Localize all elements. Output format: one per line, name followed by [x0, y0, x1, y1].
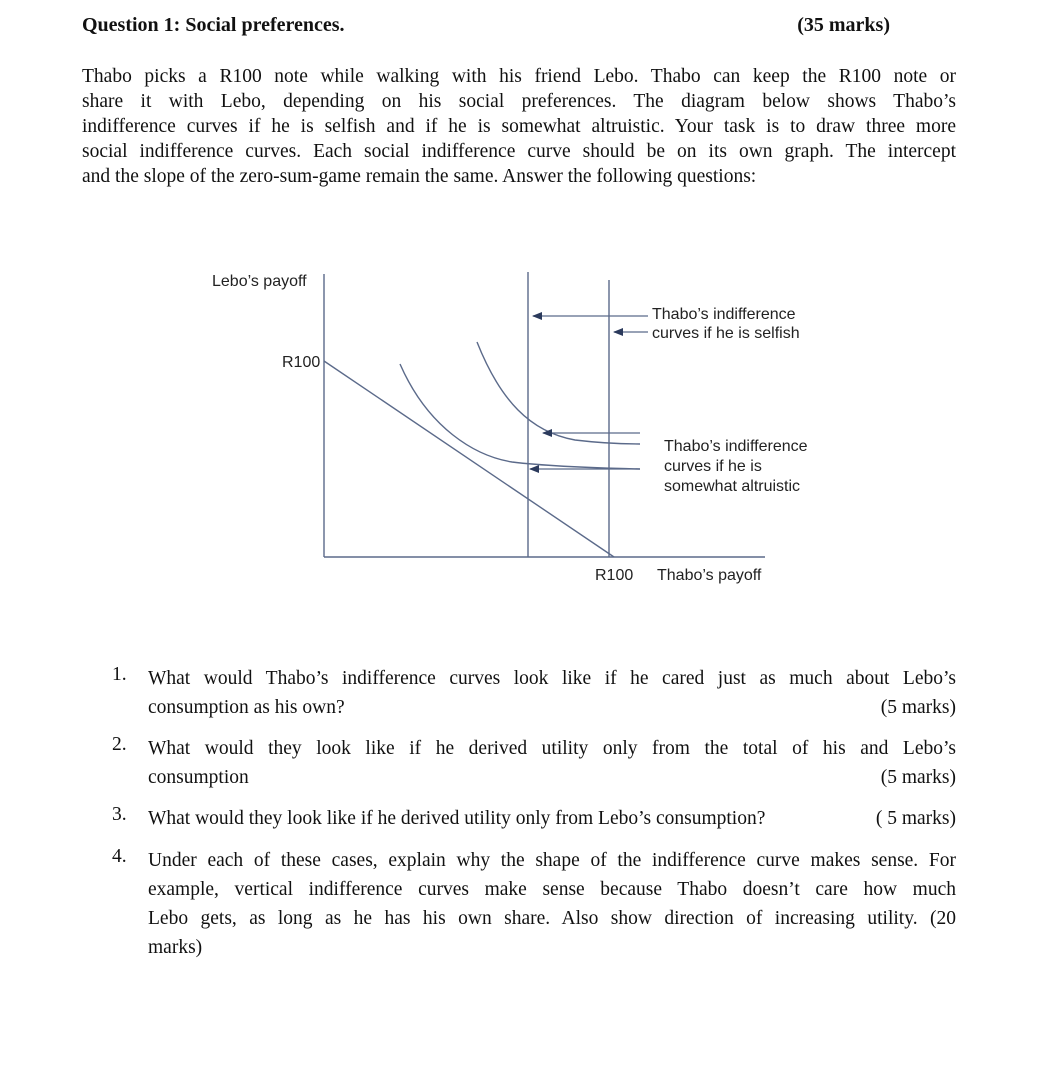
question-header [82, 14, 890, 44]
intro-line: share it with Lebo, depending on his social preferences. The diagram below shows Thabo’s [82, 91, 956, 112]
altruistic-indifference-curve [477, 342, 640, 444]
question-marks: (5 marks) [880, 767, 956, 788]
selfish-label-line: curves if he is selfish [652, 325, 800, 342]
question-marks: (5 marks) [880, 697, 956, 718]
question-line: marks) [148, 937, 203, 958]
selfish-curves-label [652, 305, 800, 343]
altruistic-indifference-curve [400, 364, 640, 469]
question-marks: ( 5 marks) [875, 808, 956, 829]
question-title: Question 1: Social preferences. [82, 14, 345, 36]
intro-line: Thabo picks a R100 note while walking with his friend Lebo. Thabo can keep the R100 note or [82, 66, 956, 87]
intro-paragraph [82, 64, 956, 189]
altruistic-label-line: somewhat altruistic [664, 478, 801, 495]
altruistic-label-line: Thabo’s indifference [664, 438, 808, 455]
question-line: What would they look like if he derived utility only from Lebo’s consumption? [148, 808, 766, 829]
zero-sum-line [324, 361, 614, 557]
intro-line: social indifference curves. Each social indifference curve should be on its own graph. The intercept [82, 141, 956, 162]
y-intercept-label: R100 [282, 354, 321, 371]
y-axis-label: Lebo’s payoff [212, 273, 307, 290]
indifference-curve-diagram [200, 260, 840, 600]
altruistic-label-line: curves if he is [664, 458, 762, 475]
question-number: 3. [112, 804, 127, 825]
question-number: 2. [112, 734, 127, 755]
question-line: Under each of these cases, explain why the shape of the indifference curve makes sense. For [148, 850, 956, 871]
x-intercept-label: R100 [595, 567, 634, 584]
question-line: What would they look like if he derived utility only from the total of his and Lebo’s [148, 738, 956, 759]
question-line: What would Thabo’s indifference curves look like if he cared just as much about Lebo’s [148, 668, 956, 689]
question-line: consumption as his own? [148, 697, 345, 718]
question-number: 4. [112, 846, 127, 867]
x-axis-label: Thabo’s payoff [657, 567, 762, 584]
altruistic-curves-label [664, 437, 808, 497]
question-line: Lebo gets, as long as he has his own share. Also show direction of increasing utility. (20 [148, 908, 956, 929]
question-line: example, vertical indifference curves make sense because Thabo doesn’t care how much [148, 879, 956, 900]
question-total-marks: (35 marks) [797, 14, 890, 36]
question-number: 1. [112, 664, 127, 685]
intro-line: and the slope of the zero-sum-game remain the same. Answer the following questions: [82, 166, 757, 187]
intro-line: indifference curves if he is selfish and if he is somewhat altruistic. Your task is to draw three more [82, 116, 956, 137]
selfish-label-line: Thabo’s indifference [652, 306, 796, 323]
question-line: consumption [148, 767, 249, 788]
